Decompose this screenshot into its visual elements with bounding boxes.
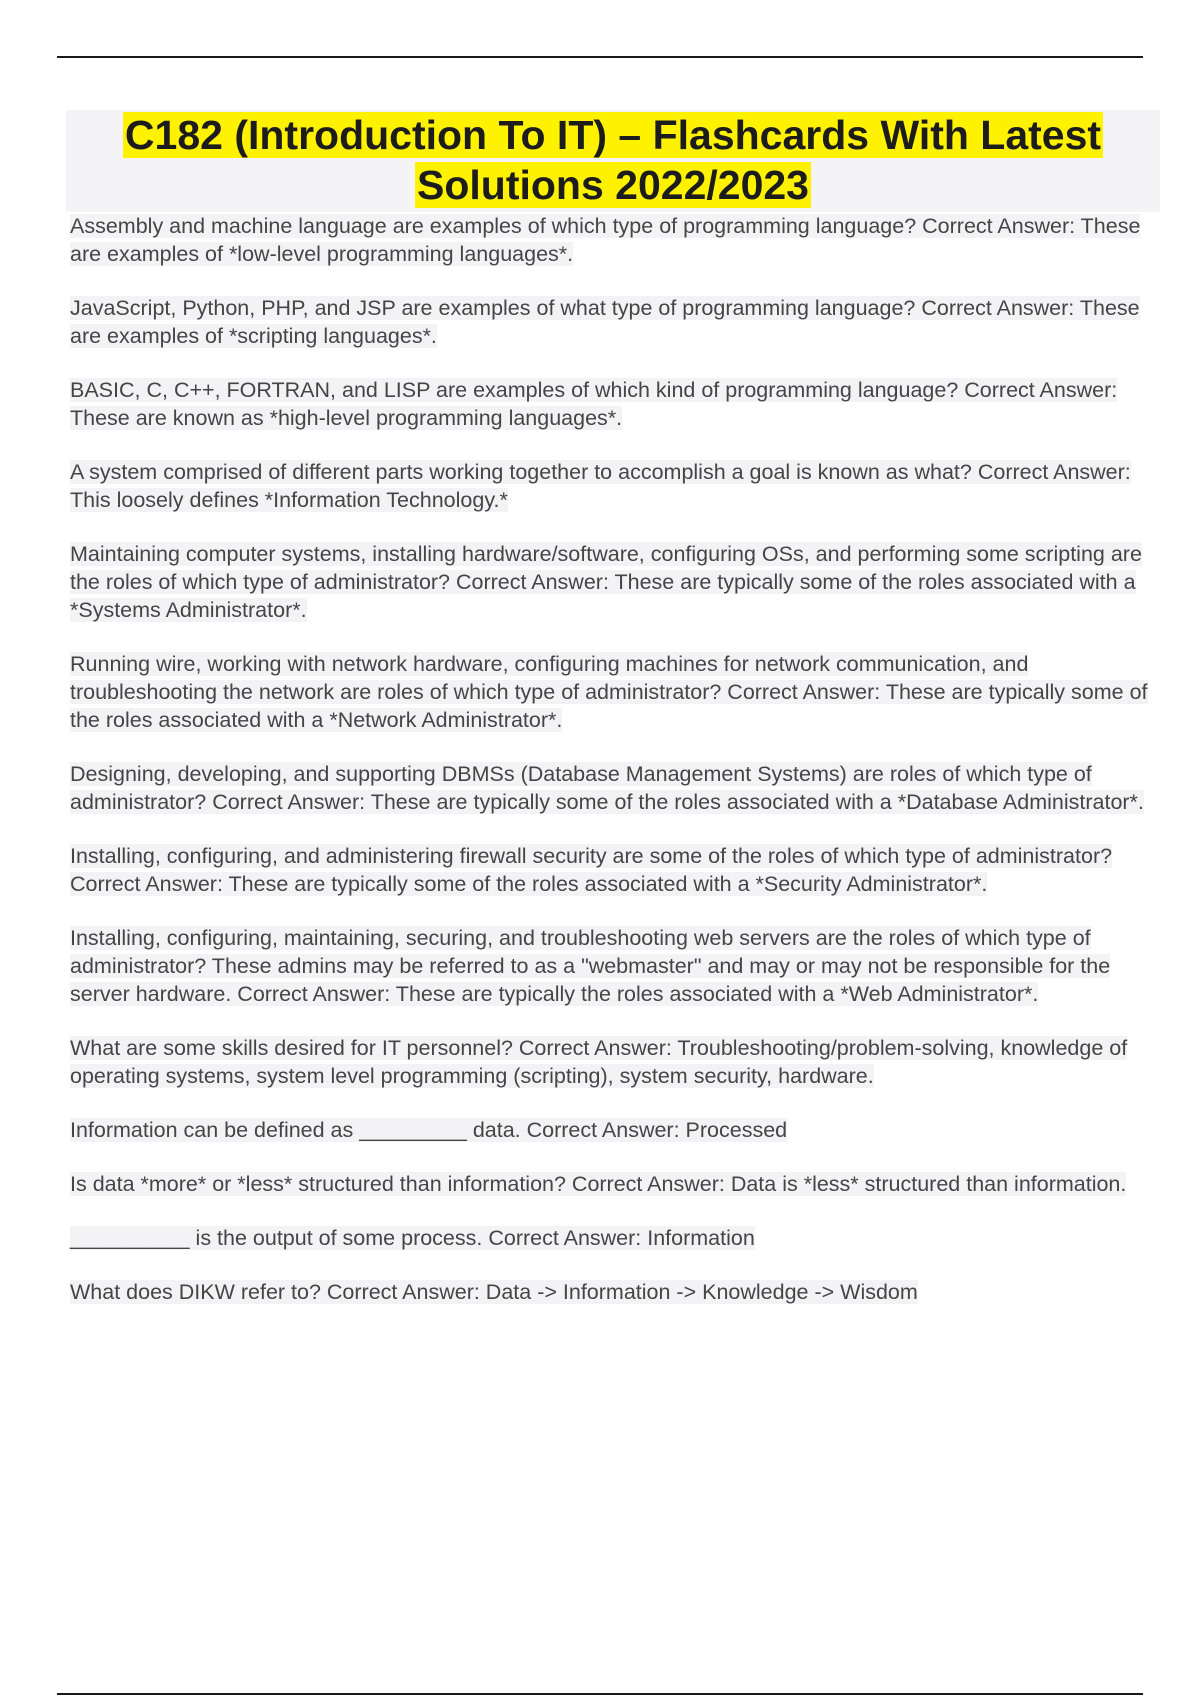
- flashcard-text: Information can be defined as _________ data. Correct Answer: Processed: [70, 1118, 788, 1142]
- flashcard-text: Is data *more* or *less* structured than information? Correct Answer: Data is *less* structured than information.: [70, 1172, 1127, 1196]
- flashcard: [70, 924, 1160, 1008]
- flashcard: [70, 294, 1160, 350]
- title-block: [66, 110, 1160, 212]
- flashcard: [70, 1116, 1160, 1144]
- flashcard-text: Maintaining computer systems, installing hardware/software, configuring OSs, and performing some scripting are the roles of which type of administrator? Correct Answer: These are typically some of the roles associated with a *Systems Administrator*.: [70, 542, 1142, 622]
- flashcard: [70, 650, 1160, 734]
- flashcard: [70, 1278, 1160, 1306]
- flashcard-text: A system comprised of different parts working together to accomplish a goal is known as what? Correct Answer: This loosely defines *Information Technology.*: [70, 460, 1131, 512]
- flashcard: [70, 760, 1160, 816]
- flashcard-text: Installing, configuring, and administering firewall security are some of the roles of which type of administrator? Correct Answer: These are typically some of the roles associated with a *Security Administrator*.: [70, 844, 1113, 896]
- flashcard-text: What does DIKW refer to? Correct Answer: Data -> Information -> Knowledge -> Wisdom: [70, 1280, 918, 1304]
- flashcard-list: [70, 212, 1160, 1332]
- flashcard-text: Assembly and machine language are examples of which type of programming language? Correct Answer: These are examples of *low-level programming languages*.: [70, 214, 1141, 266]
- flashcard-text: Designing, developing, and supporting DBMSs (Database Management Systems) are roles of which type of administrator? Correct Answer: These are typically some of the roles associated with a *Database Administrator*.: [70, 762, 1144, 814]
- flashcard: [70, 1224, 1160, 1252]
- flashcard-text: Running wire, working with network hardware, configuring machines for network communication, and troubleshooting the network are roles of which type of administrator? Correct Answer: These are typically some of the roles associated with a *Network Administrator*.: [70, 652, 1148, 732]
- flashcard-text: __________ is the output of some process. Correct Answer: Information: [70, 1226, 755, 1250]
- flashcard-text: Installing, configuring, maintaining, securing, and troubleshooting web servers are the roles of which type of administrator? These admins may be referred to as a "webmaster" and may or may not be responsible for the server hardware. Correct Answer: These are typically the roles associated with a *Web Administrator*.: [70, 926, 1111, 1006]
- flashcard: [70, 1034, 1160, 1090]
- top-rule: [57, 56, 1143, 58]
- flashcard-text: JavaScript, Python, PHP, and JSP are examples of what type of programming language? Correct Answer: These are examples of *scripting languages*.: [70, 296, 1140, 348]
- flashcard: [70, 842, 1160, 898]
- document-title: C182 (Introduction To IT) – Flashcards With Latest Solutions 2022/2023: [124, 112, 1102, 208]
- flashcard: [70, 376, 1160, 432]
- flashcard-text: What are some skills desired for IT personnel? Correct Answer: Troubleshooting/problem-solving, knowledge of operating systems, system level programming (scripting), system security, hardware.: [70, 1036, 1128, 1088]
- flashcard: [70, 540, 1160, 624]
- flashcard: [70, 1170, 1160, 1198]
- bottom-rule: [57, 1693, 1143, 1695]
- flashcard: [70, 212, 1160, 268]
- flashcard-text: BASIC, C, C++, FORTRAN, and LISP are examples of which kind of programming language? Correct Answer: These are known as *high-level programming languages*.: [70, 378, 1118, 430]
- flashcard: [70, 458, 1160, 514]
